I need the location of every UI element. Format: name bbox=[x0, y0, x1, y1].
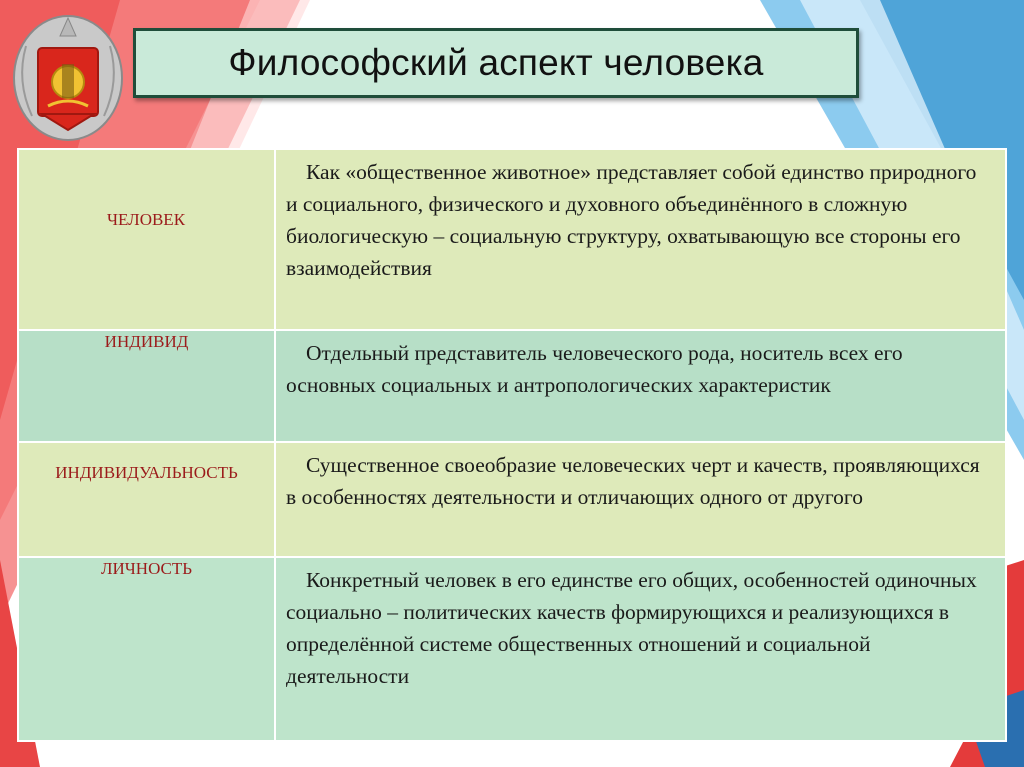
term-cell bbox=[18, 330, 275, 442]
definition-cell bbox=[275, 442, 1006, 557]
table-row bbox=[18, 442, 1006, 557]
term-label: ЛИЧНОСТЬ bbox=[100, 559, 193, 578]
term-label: ИНДИВИДУАЛЬНОСТЬ bbox=[55, 463, 238, 482]
table-row bbox=[18, 149, 1006, 330]
slide-title: Философский аспект человека bbox=[228, 42, 764, 83]
term-label: ИНДИВИД bbox=[104, 332, 189, 351]
terms-table bbox=[17, 148, 1007, 742]
military-emblem-icon bbox=[8, 6, 128, 146]
term-cell bbox=[18, 442, 275, 557]
table-row bbox=[18, 330, 1006, 442]
definition-text: Отдельный представитель человеческого рода, носитель всех его основных социальных и антропологических характеристик bbox=[286, 341, 903, 397]
definition-cell bbox=[275, 557, 1006, 741]
term-label: ЧЕЛОВЕК bbox=[106, 210, 186, 229]
definition-cell bbox=[275, 149, 1006, 330]
definition-text: Существенное своеобразие человеческих черт и качеств, проявляющихся в особенностях деятельности и отличающих одного от другого bbox=[286, 453, 980, 509]
term-cell bbox=[18, 557, 275, 741]
definition-text: Конкретный человек в его единстве его общих, особенностей одиночных социально – политических качеств формирующихся и реализующихся в определённой системе общественных отношений и социальной деятельности bbox=[286, 568, 977, 688]
table-row bbox=[18, 557, 1006, 741]
definition-text: Как «общественное животное» представляет собой единство природного и социального, физического и духовного объединённого в сложную биологическую – социальную структуру, охватывающую все стороны его взаимодействия bbox=[286, 160, 977, 280]
term-cell bbox=[18, 149, 275, 330]
title-banner bbox=[133, 28, 859, 98]
definition-cell bbox=[275, 330, 1006, 442]
